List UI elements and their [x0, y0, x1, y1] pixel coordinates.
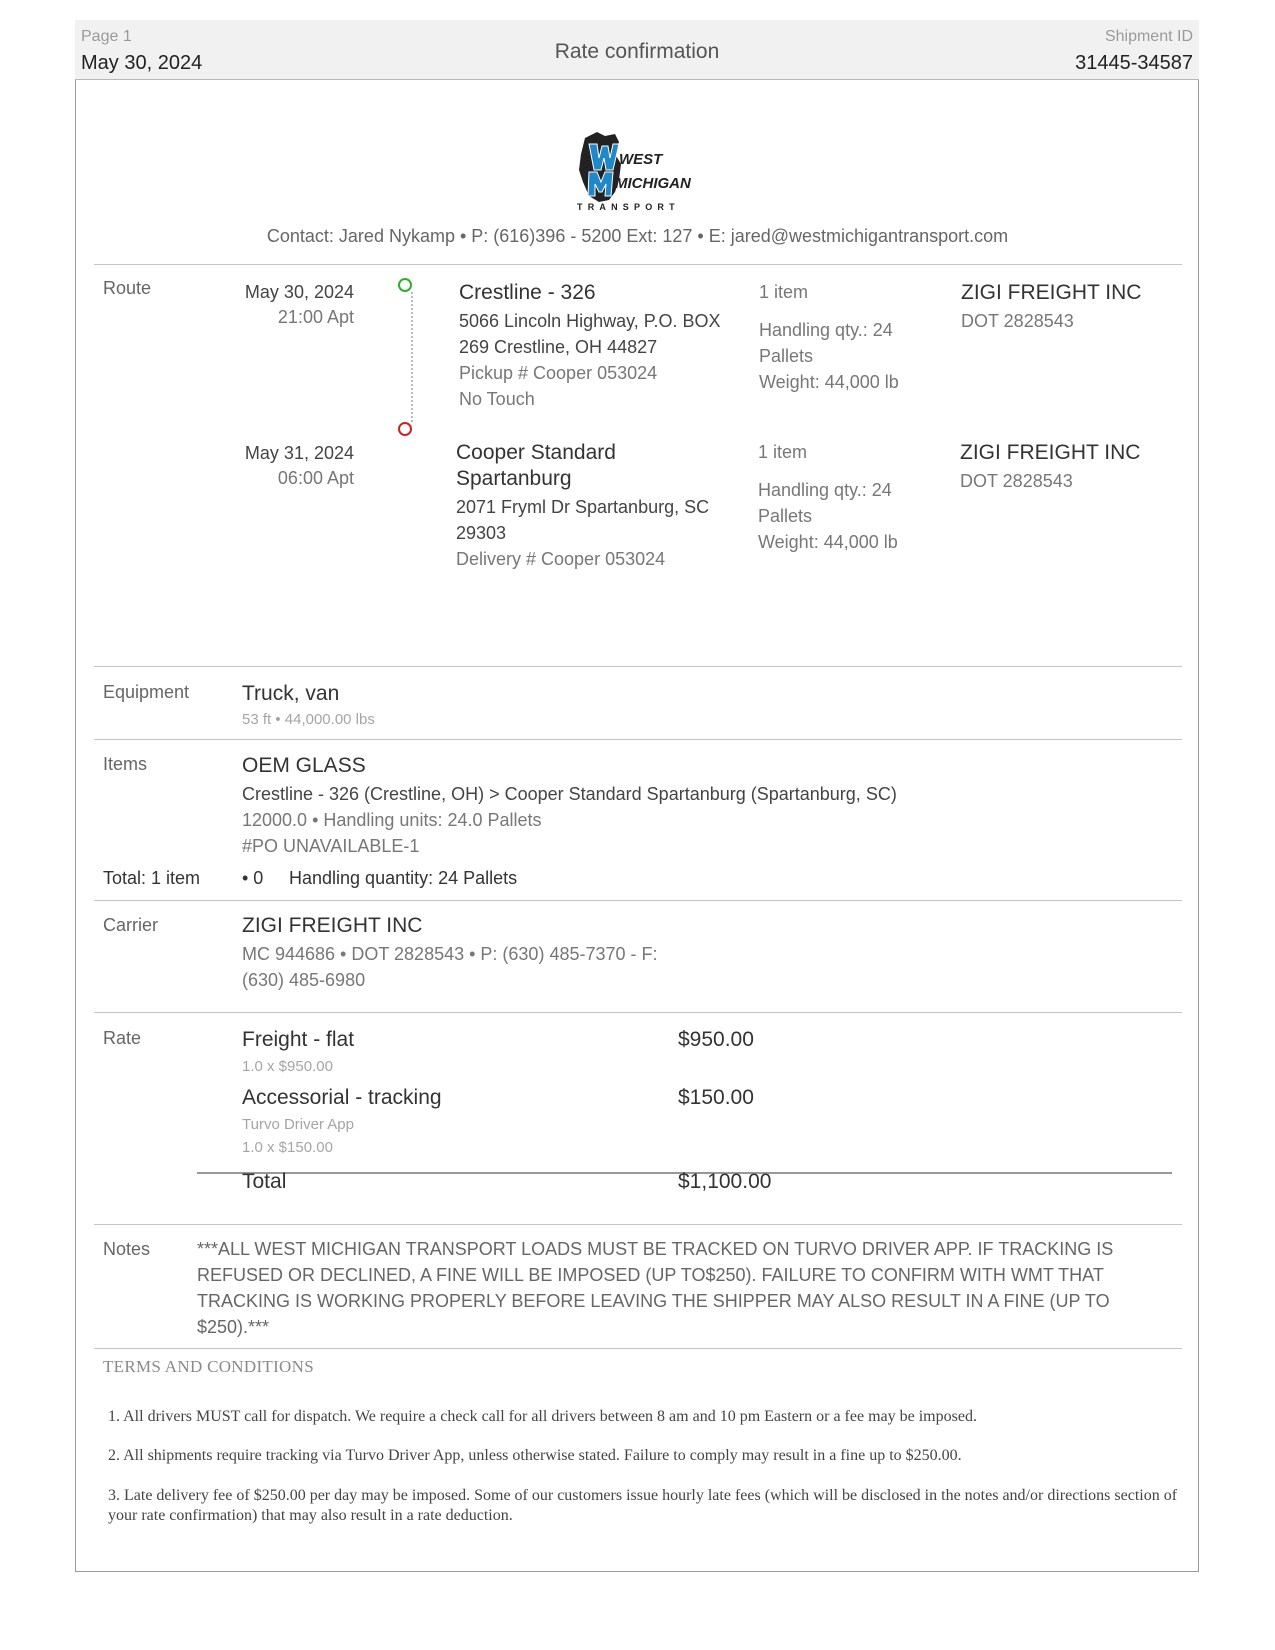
- stop1-date: May 30, 2024: [244, 282, 354, 302]
- rate-line-amount: $150.00: [678, 1086, 754, 1109]
- document-date: May 30, 2024: [81, 52, 203, 74]
- carrier-details-line2: (630) 485-6980: [242, 970, 366, 990]
- route-line: [411, 292, 413, 422]
- rate-line-name: Freight - flat: [242, 1028, 355, 1051]
- items-label: Items: [103, 754, 148, 774]
- rate-label: Rate: [103, 1028, 142, 1048]
- logo-line3: TRANSPORT: [577, 202, 680, 212]
- rate-line-amount: $950.00: [678, 1028, 754, 1051]
- pickup-marker-icon: [398, 278, 412, 292]
- items-total-count: • 0: [242, 868, 264, 888]
- stop2-handling-qty: Handling qty.: 24: [758, 480, 892, 500]
- document-title: Rate confirmation: [554, 40, 720, 63]
- divider: [94, 1012, 1182, 1013]
- rate-total-amount: $1,100.00: [678, 1170, 772, 1193]
- stop2-name-line2: Spartanburg: [456, 467, 572, 490]
- stop1-weight: Weight: 44,000 lb: [759, 372, 899, 392]
- stop2-carrier: ZIGI FREIGHT INC: [960, 441, 1141, 464]
- carrier-details-line1: MC 944686 • DOT 2828543 • P: (630) 485-7370 - F:: [242, 944, 658, 964]
- rate-total-label: Total: [242, 1170, 287, 1193]
- terms-item: 2. All shipments require tracking via Turvo Driver App, unless otherwise stated. Failure to comply may result in a fine up to $250.00.: [108, 1447, 962, 1464]
- terms-item: 3. Late delivery fee of $250.00 per day may be imposed. Some of our customers issue hourly late fees (which will be disclosed in the notes and/or directions section of your rate confirmation) that may also result in a rate deduction.: [108, 1487, 1178, 1524]
- item-lane: Crestline - 326 (Crestline, OH) > Cooper Standard Spartanburg (Spartanburg, SC): [242, 784, 897, 804]
- equipment-type: Truck, van: [242, 682, 340, 705]
- stop2-ref: Delivery # Cooper 053024: [456, 549, 666, 569]
- divider: [94, 1348, 1182, 1349]
- carrier-label: Carrier: [103, 915, 159, 935]
- divider: [94, 739, 1182, 740]
- rate-line-sub: 1.0 x $150.00: [242, 1139, 333, 1156]
- stop1-name: Crestline - 326: [459, 281, 596, 304]
- company-logo: [575, 130, 700, 212]
- items-total-label: Total: 1 item: [103, 868, 201, 888]
- rate-line-sub: Turvo Driver App: [242, 1116, 354, 1133]
- equipment-details: 53 ft • 44,000.00 lbs: [242, 711, 375, 728]
- stop1-ref: Pickup # Cooper 053024: [459, 363, 658, 383]
- logo-line1: WEST: [619, 151, 663, 168]
- divider: [94, 666, 1182, 667]
- item-name: OEM GLASS: [242, 754, 366, 777]
- rate-line-sub: 1.0 x $950.00: [242, 1058, 333, 1075]
- logo-line2: MICHIGAN: [615, 175, 691, 192]
- page-number-label: Page 1: [81, 28, 132, 45]
- route-label: Route: [103, 278, 152, 298]
- divider: [94, 1224, 1182, 1225]
- divider: [94, 264, 1182, 265]
- rate-line-name: Accessorial - tracking: [242, 1086, 442, 1109]
- shipment-id: 31445-34587: [1075, 52, 1193, 74]
- stop1-dot: DOT 2828543: [961, 311, 1074, 331]
- stop1-handling-qty: Handling qty.: 24: [759, 320, 893, 340]
- notes-label: Notes: [103, 1239, 151, 1259]
- stop2-time: 06:00 Apt: [277, 468, 354, 488]
- stop1-carrier: ZIGI FREIGHT INC: [961, 281, 1142, 304]
- stop1-items: 1 item: [759, 282, 809, 302]
- stop2-name-line1: Cooper Standard: [456, 441, 616, 464]
- item-units: 12000.0 • Handling units: 24.0 Pallets: [242, 810, 542, 830]
- equipment-label: Equipment: [103, 682, 190, 702]
- item-po: #PO UNAVAILABLE-1: [242, 836, 420, 856]
- stop2-date: May 31, 2024: [244, 443, 354, 463]
- contact-info: Contact: Jared Nykamp • P: (616)396 - 5200 Ext: 127 • E: jared@westmichigantransport.com: [266, 226, 1009, 246]
- delivery-marker-icon: [398, 422, 412, 436]
- stop1-note: No Touch: [459, 389, 535, 409]
- terms-title: TERMS AND CONDITIONS: [103, 1357, 314, 1376]
- divider: [94, 900, 1182, 901]
- page-header: [75, 20, 1199, 80]
- notes-text: ***ALL WEST MICHIGAN TRANSPORT LOADS MUST BE TRACKED ON TURVO DRIVER APP. IF TRACKING IS REFUSED OR DECLINED, A FINE WILL BE IMPOSED (UP TO$250). FAILURE TO CONFIRM WITH WMT THAT TRACKING IS WORKING PROPERLY BEFORE LEAVING THE SHIPPER MAY ALSO RESULT IN A FINE (UP TO $250).***: [197, 1239, 1114, 1337]
- terms-item: 1. All drivers MUST call for dispatch. We require a check call for all drivers between 8 am and 10 pm Eastern or a fee may be imposed.: [108, 1408, 977, 1425]
- items-total-handling: Handling quantity: 24 Pallets: [289, 868, 518, 888]
- shipment-id-label: Shipment ID: [1104, 28, 1193, 45]
- stop1-address-line1: 5066 Lincoln Highway, P.O. BOX: [459, 311, 721, 331]
- carrier-name: ZIGI FREIGHT INC: [242, 914, 423, 937]
- stop2-items: 1 item: [758, 442, 808, 462]
- stop1-time: 21:00 Apt: [277, 307, 354, 327]
- stop2-dot: DOT 2828543: [960, 471, 1073, 491]
- stop2-address-line1: 2071 Fryml Dr Spartanburg, SC: [456, 497, 710, 517]
- stop2-handling-unit: Pallets: [758, 506, 813, 526]
- stop2-address-line2: 29303: [456, 523, 507, 543]
- stop1-handling-unit: Pallets: [759, 346, 814, 366]
- stop2-weight: Weight: 44,000 lb: [758, 532, 898, 552]
- stop1-address-line2: 269 Crestline, OH 44827: [459, 337, 658, 357]
